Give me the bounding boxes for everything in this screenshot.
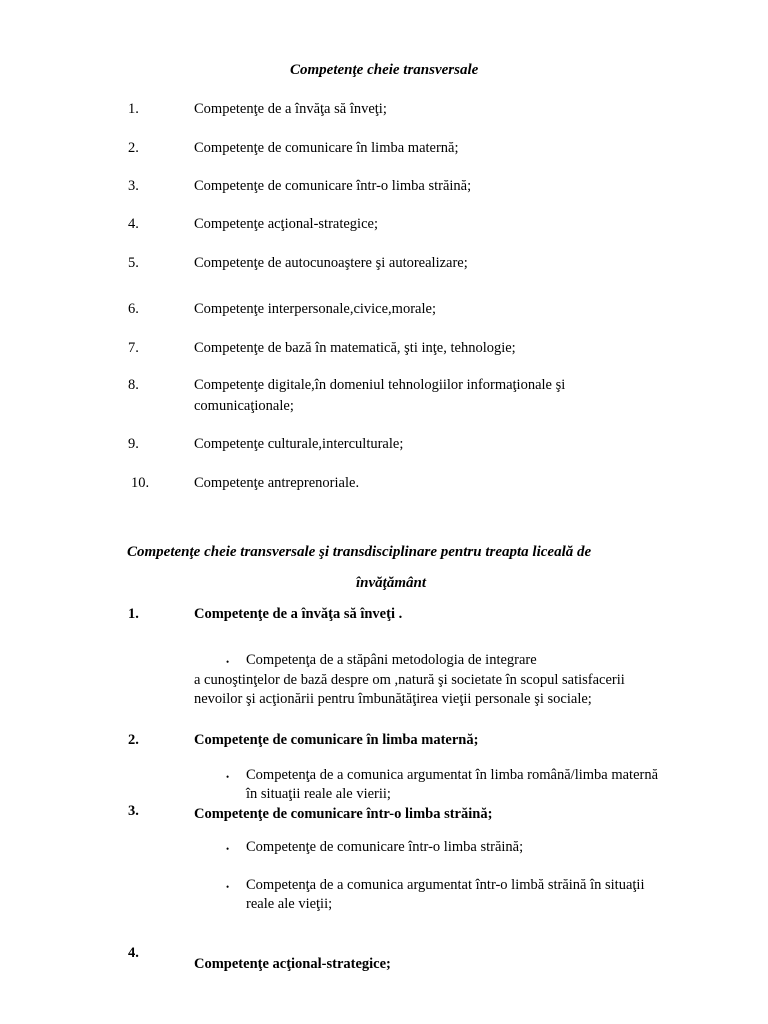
bullet-text: Competenţe de comunicare într-o limba străină; bbox=[246, 839, 524, 855]
section-title: Competenţe cheie transversale şi transdisciplinare pentru treapta liceală de bbox=[127, 544, 592, 560]
section-heading: Competenţe de a învăţa să înveţi . bbox=[194, 606, 403, 622]
list-item-text: Competenţe digitale,în domeniul tehnologiilor informaţionale şi bbox=[194, 377, 566, 393]
bullet-icon: • bbox=[226, 772, 230, 782]
list-item-text: Competenţe de comunicare în limba maternă; bbox=[194, 140, 459, 156]
list-item-number: 5. bbox=[128, 255, 139, 271]
section-heading: Competenţe de comunicare în limba maternă; bbox=[194, 732, 479, 748]
bullet-text: Competenţa de a comunica argumentat într-o limbă străină în situaţii bbox=[246, 877, 645, 893]
list-item-text: Competenţe antreprenoriale. bbox=[194, 475, 360, 491]
list-item-number: 4. bbox=[128, 216, 139, 232]
list-item-text: Competenţe de a învăţa să înveţi; bbox=[194, 101, 387, 117]
list-item-number: 9. bbox=[128, 436, 139, 452]
section-number: 4. bbox=[128, 945, 139, 961]
list-item-text: Competenţe de bază în matematică, şti inţe, tehnologie; bbox=[194, 340, 516, 356]
list-item-text: Competenţe de comunicare într-o limba străină; bbox=[194, 178, 472, 194]
section-heading: Competenţe de comunicare într-o limba străină; bbox=[194, 806, 493, 822]
list-item-number: 6. bbox=[128, 301, 139, 317]
list-item-number: 2. bbox=[128, 140, 139, 156]
paragraph-line: a cunoştinţelor de bază despre om ,natură şi societate în scopul satisfacerii bbox=[194, 672, 625, 688]
bullet-text-continued: reale ale vieţii; bbox=[246, 896, 333, 912]
list-item-number: 10. bbox=[131, 475, 150, 491]
list-item-number: 3. bbox=[128, 178, 139, 194]
section-number: 1. bbox=[128, 606, 139, 622]
bullet-icon: • bbox=[226, 882, 230, 892]
list-item-number: 7. bbox=[128, 340, 139, 356]
paragraph-line: nevoilor şi acţionării pentru îmbunătăţirea vieţii personale şi sociale; bbox=[194, 691, 592, 707]
list-item-text: Competenţe culturale,interculturale; bbox=[194, 436, 404, 452]
bullet-text-continued: în situaţii reale ale vierii; bbox=[246, 786, 391, 802]
list-item-number: 1. bbox=[128, 101, 139, 117]
section-number: 3. bbox=[128, 803, 139, 819]
list-item-text-continued: comunicaţionale; bbox=[194, 398, 294, 414]
list-item-text: Competenţe acţional-strategice; bbox=[194, 216, 378, 232]
section-heading: Competenţe acţional-strategice; bbox=[194, 956, 391, 972]
list-item-number: 8. bbox=[128, 377, 139, 393]
bullet-icon: • bbox=[226, 657, 230, 667]
list-item-text: Competenţe interpersonale,civice,morale; bbox=[194, 301, 436, 317]
section-number: 2. bbox=[128, 732, 139, 748]
list-item-text: Competenţe de autocunoaştere şi autorealizare; bbox=[194, 255, 468, 271]
bullet-text: Competenţa de a stăpâni metodologia de integrare bbox=[246, 652, 537, 668]
bullet-icon: • bbox=[226, 844, 230, 854]
page-title: Competenţe cheie transversale bbox=[290, 62, 479, 78]
bullet-text: Competenţa de a comunica argumentat în limba română/limba maternă bbox=[246, 767, 659, 783]
section-title-continued: învăţământ bbox=[356, 575, 427, 591]
